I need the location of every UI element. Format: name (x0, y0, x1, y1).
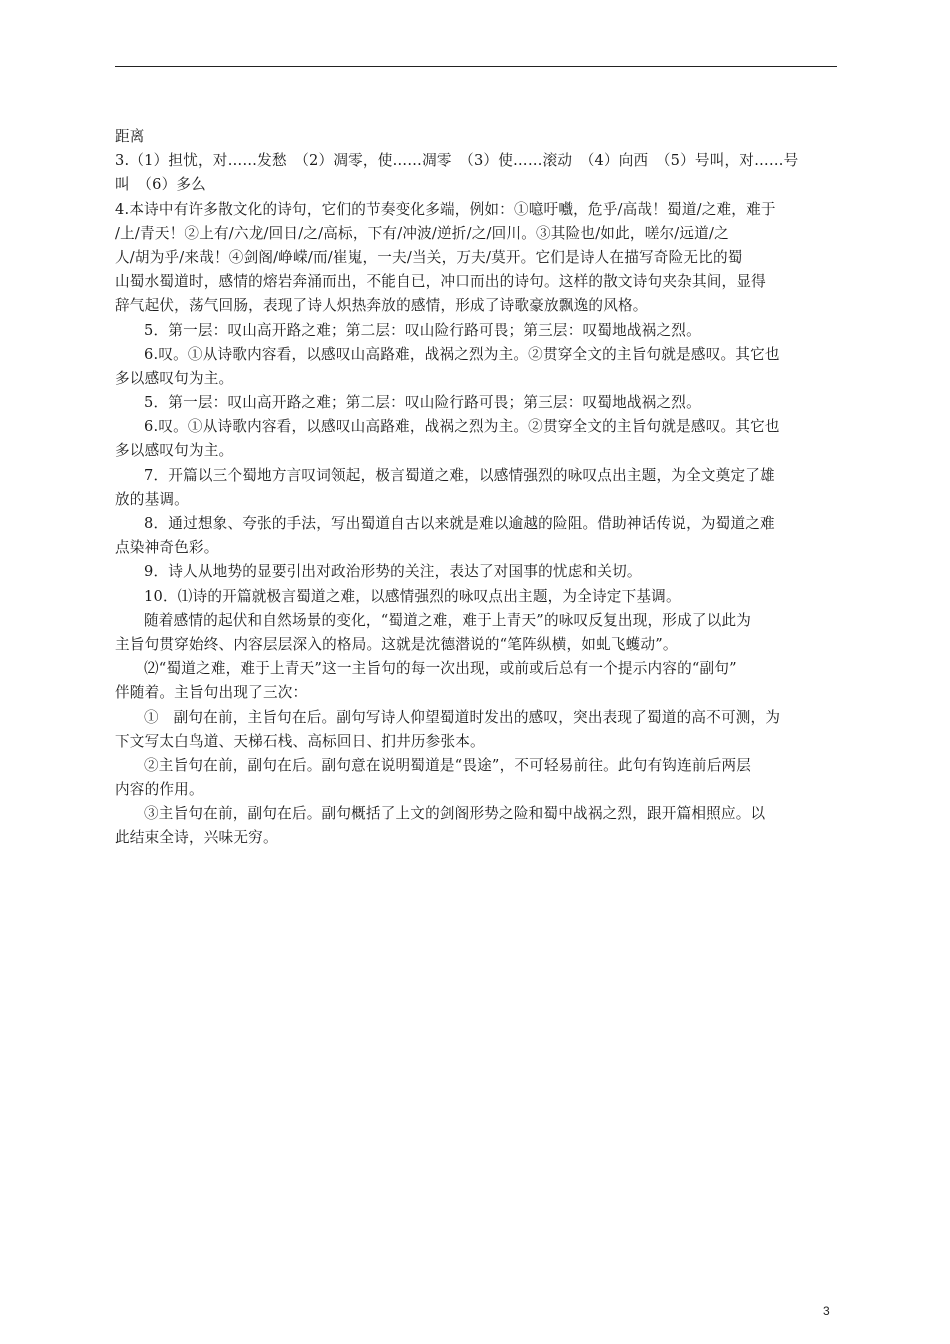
text-line: 5．第一层：叹山高开路之难；第二层：叹山险行路可畏；第三层：叹蜀地战祸之烈。 (144, 321, 701, 339)
text-line: 3.（1）担忧，对……发愁 （2）凋零，使……凋零 （3）使……滚动 （4）向西 （5）号叫，对……号 (115, 152, 799, 170)
text-line: 伴随着。主旨句出现了三次： (115, 684, 308, 702)
text-line: 8．通过想象、夸张的手法，写出蜀道自古以来就是难以逾越的险阻。借助神话传说，为蜀道之难 (144, 515, 775, 532)
text-line: ②主旨句在前，副句在后。副句意在说明蜀道是“畏途”，不可轻易前往。此句有钩连前后两层 (144, 756, 752, 774)
text-line: 主旨句贯穿始终、内容层层深入的格局。这就是沈德潜说的“笔阵纵横，如虬飞蠖动”。 (115, 635, 678, 653)
text-line: 9．诗人从地势的显要引出对政治形势的关注，表达了对国事的忧虑和关切。 (144, 563, 642, 581)
text-line: 下文写太白鸟道、天梯石栈、高标回日、扪井历参张本。 (115, 732, 485, 750)
text-line: ③主旨句在前，副句在后。副句概括了上文的剑阁形势之险和蜀中战祸之烈，跟开篇相照应。以 (144, 805, 766, 823)
text-line: 山蜀水蜀道时，感情的熔岩奔涌而出，不能自已，冲口而出的诗句。这样的散文诗句夹杂其间，显得 (115, 273, 766, 291)
document-body (115, 125, 837, 851)
text-line: 放的基调。 (115, 490, 189, 508)
text-line: 多以感叹句为主。 (115, 369, 234, 387)
text-line: ① 副句在前，主旨句在后。副句写诗人仰望蜀道时发出的感叹，突出表现了蜀道的高不可测，为 (144, 708, 781, 726)
text-line: 内容的作用。 (115, 781, 204, 799)
text-line: 辞气起伏，荡气回肠，表现了诗人炽热奔放的感情，形成了诗歌豪放飘逸的风格。 (115, 297, 648, 315)
page-number: 3 (823, 1304, 830, 1318)
text-line: 6.叹。①从诗歌内容看，以感叹山高路难，战祸之烈为主。②贯穿全文的主旨句就是感叹。其它也 (144, 418, 780, 436)
text-line: 5．第一层：叹山高开路之难；第二层：叹山险行路可畏；第三层：叹蜀地战祸之烈。 (144, 394, 701, 412)
text-line: ⑵“蜀道之难，难于上青天”这一主旨句的每一次出现，或前或后总有一个提示内容的“副句” (144, 660, 737, 678)
text-line: 10．⑴诗的开篇就极言蜀道之难，以感情强烈的咏叹点出主题，为全诗定下基调。 (144, 587, 681, 605)
text-line: 叫 （6）多么 (115, 176, 206, 194)
text-line: 距离 (115, 128, 145, 145)
text-line: 此结束全诗，兴味无穷。 (115, 829, 278, 847)
text-line: 人/胡为乎/来哉！④剑阁/峥嵘/而/崔嵬，一夫/当关，万夫/莫开。它们是诗人在描写奇险无比的蜀 (115, 248, 743, 266)
text-line: /上/青天！②上有/六龙/回日/之/高标，下有/冲波/逆折/之/回川。③其险也/如此，嗟尔/远道/之 (115, 224, 729, 242)
text-line: 6.叹。①从诗歌内容看，以感叹山高路难，战祸之烈为主。②贯穿全文的主旨句就是感叹。其它也 (144, 345, 780, 363)
text-line: 随着感情的起伏和自然场景的变化，“蜀道之难，难于上青天”的咏叹反复出现，形成了以此为 (144, 611, 752, 629)
text-line: 点染神奇色彩。 (115, 539, 219, 557)
text-line: 多以感叹句为主。 (115, 442, 234, 460)
header-rule (115, 66, 837, 67)
text-line: 7．开篇以三个蜀地方言叹词领起，极言蜀道之难，以感情强烈的咏叹点出主题，为全文奠定了雄 (144, 466, 775, 484)
text-line: 4.本诗中有许多散文化的诗句，它们的节奏变化多端，例如：①噫吁嚱，危乎/高哉！蜀道/之难，难于 (115, 200, 776, 218)
